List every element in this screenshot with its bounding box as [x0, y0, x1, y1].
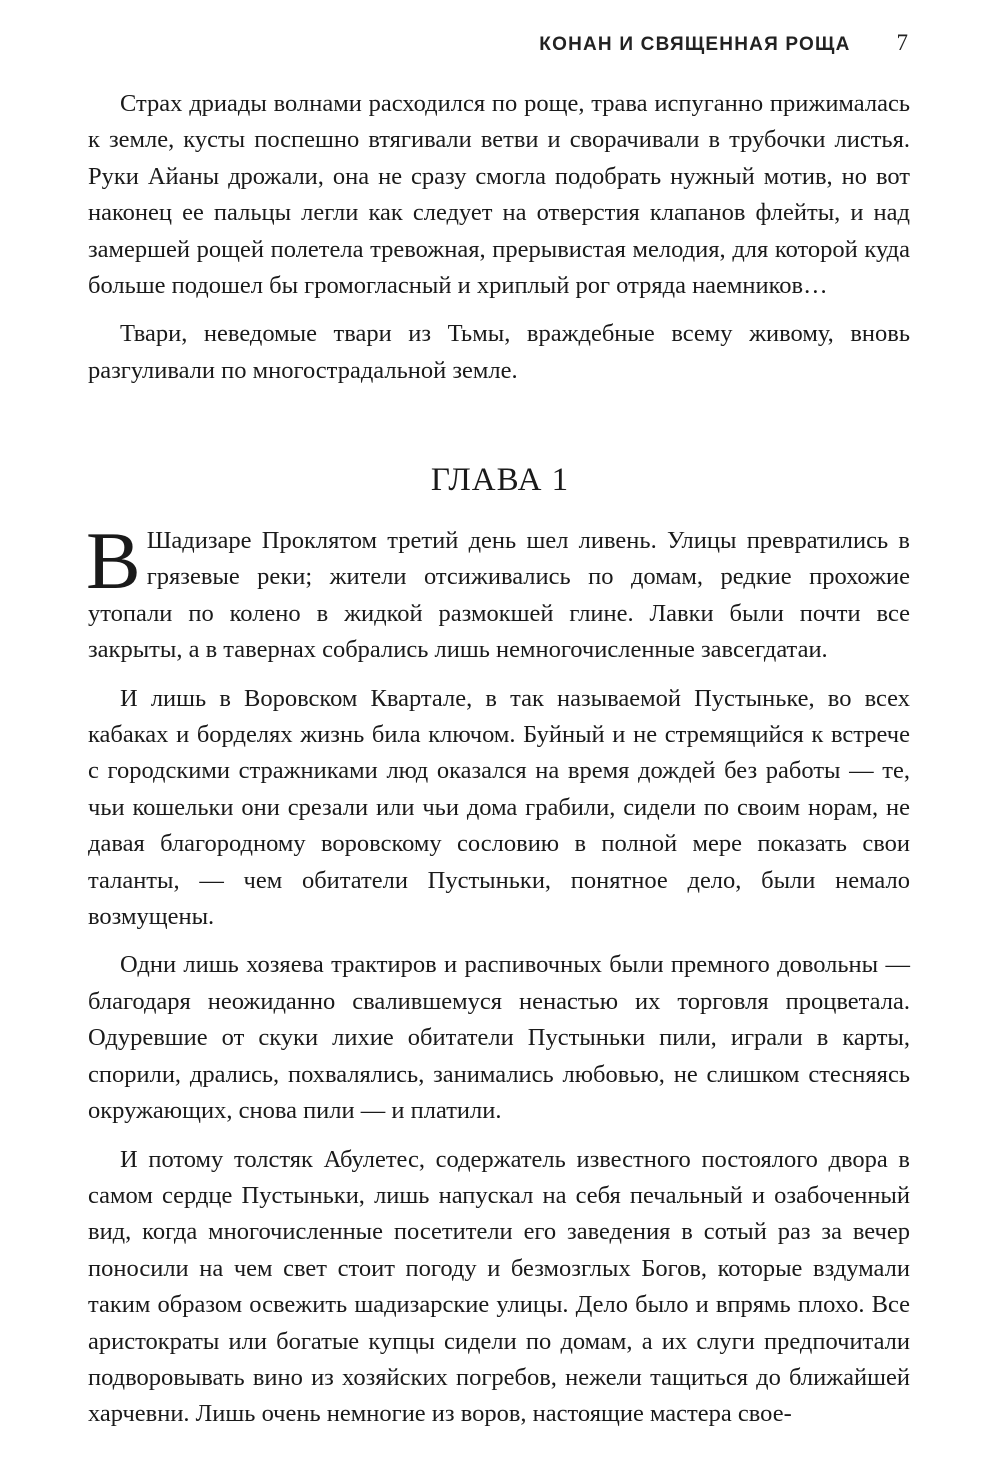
first-paragraph-text: Шадизаре Проклятом третий день шел ливень. Улицы превратились в грязевые реки; жители отсиживались по домам, редкие прохожие утопали по колено в жидкой размокшей глине. Лавки были почти все закрыты, а в тавернах собрались лишь немногочисленные завсегдатаи. [88, 527, 910, 664]
chapter-paragraph: И лишь в Воровском Квартале, в так называемой Пустыньке, во всех кабаках и борделях жизнь била ключом. Буйный и не стремящийся к встрече с городскими стражниками люд оказался на время дождей без работы — те, чьи кошельки они срезали или чьи дома грабили, сидели по своим норам, не давая благородному воровскому сословию в полной мере показать свои таланты, — чем обитатели Пустыньки, понятное дело, были немало возмущены. [88, 684, 910, 931]
page-number: 7 [896, 30, 908, 55]
intro-paragraph: Твари, неведомые твари из Тьмы, враждебные всему живому, вновь разгуливали по многострадальной земле. [88, 320, 910, 384]
intro-paragraph: Страх дриады волнами расходился по роще, трава испуганно прижималась к земле, кусты поспешно втягивали ветви и сворачивали в трубочки листья. Руки Айаны дрожали, она не сразу смогла подобрать нужный мотив, но вот наконец ее пальцы легли как следует на отверстия клапанов флейты, и над замершей рощей полетела тревожная, прерывистая мелодия, для которой куда больше подошел бы громогласный и хриплый рог отряда наемников… [88, 90, 910, 300]
drop-cap-letter: В [86, 515, 141, 606]
chapter-first-paragraph [86, 515, 910, 669]
chapter-text [86, 515, 910, 1445]
intro-text [88, 86, 910, 401]
chapter-paragraph: И потому толстяк Абулетес, содержатель известного постоялого двора в самом сердце Пустыньки, лишь напускал на себя печальный и озабоченный вид, когда многочисленные посетители его заведения в сотый раз за вечер поносили на чем свет стоит погоду и безмозглых Богов, которые вздумали таким образом освежить шадизарские улицы. Дело было и впрямь плохо. Все аристократы или богатые купцы сидели по домам, а их слуги предпочитали подворовывать вино из хозяйских погребов, нежели тащиться до ближайшей харчевни. Лишь очень немногие из воров, настоящие мастера свое- [88, 1145, 910, 1428]
running-header [88, 30, 908, 64]
running-title: КОНАН И СВЯЩЕННАЯ РОЩА [539, 34, 851, 55]
chapter-heading: ГЛАВА 1 [430, 462, 570, 498]
chapter-paragraph: Одни лишь хозяева трактиров и распивочных были премного довольны — благодаря неожиданно свалившемуся ненастью их торговля процветала. Одуревшие от скуки лихие обитатели Пустыньки пили, играли в карты, спорили, дрались, похвалялись, занимались любовью, не слишком стесняясь окружающих, снова пили — и платили. [88, 951, 910, 1125]
